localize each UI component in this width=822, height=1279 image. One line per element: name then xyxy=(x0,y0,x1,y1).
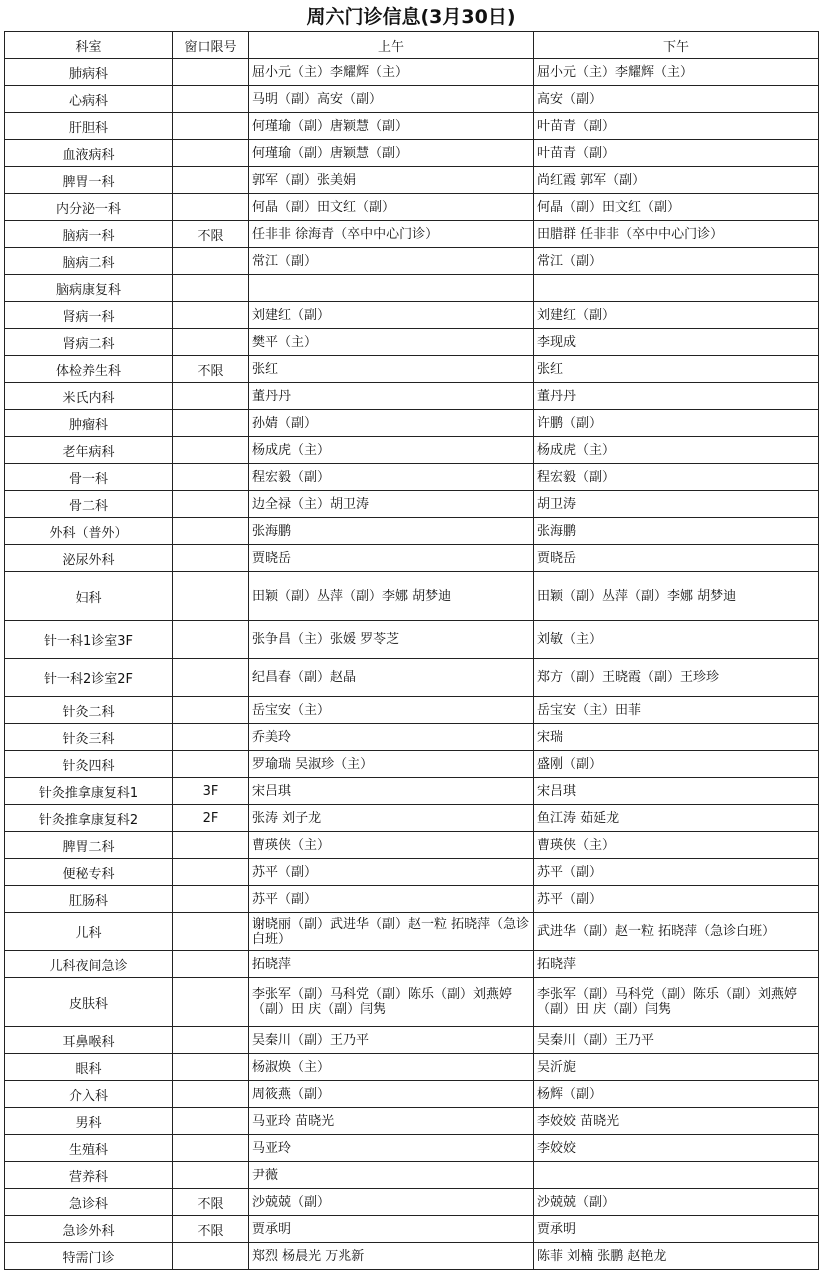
pm-cell xyxy=(534,1162,819,1189)
am-cell: 贾晓岳 xyxy=(249,545,534,572)
pm-cell: 刘建红（副） xyxy=(534,302,819,329)
limit-cell xyxy=(173,751,249,778)
limit-cell xyxy=(173,383,249,410)
pm-cell: 张红 xyxy=(534,356,819,383)
table-row xyxy=(5,167,819,194)
am-cell: 郭军（副）张美娟 xyxy=(249,167,534,194)
dept-cell: 外科（普外） xyxy=(5,518,173,545)
pm-cell: 尚红霞 郭军（副） xyxy=(534,167,819,194)
table-row xyxy=(5,1243,819,1270)
table-row xyxy=(5,778,819,805)
pm-cell: 贾承明 xyxy=(534,1216,819,1243)
table-row xyxy=(5,1081,819,1108)
dept-cell: 儿科 xyxy=(5,913,173,951)
limit-cell xyxy=(173,437,249,464)
pm-cell: 岳宝安（主）田菲 xyxy=(534,697,819,724)
limit-cell xyxy=(173,859,249,886)
limit-cell xyxy=(173,621,249,659)
table-row xyxy=(5,302,819,329)
am-cell: 苏平（副） xyxy=(249,886,534,913)
am-cell: 吴秦川（副）王乃平 xyxy=(249,1027,534,1054)
am-cell: 曹瑛侠（主） xyxy=(249,832,534,859)
am-cell: 刘建红（副） xyxy=(249,302,534,329)
table-row xyxy=(5,751,819,778)
dept-cell: 男科 xyxy=(5,1108,173,1135)
am-cell: 杨成虎（主） xyxy=(249,437,534,464)
limit-cell xyxy=(173,951,249,978)
am-cell: 拓晓萍 xyxy=(249,951,534,978)
table-row xyxy=(5,1027,819,1054)
table-row xyxy=(5,1189,819,1216)
table-row xyxy=(5,518,819,545)
table-row xyxy=(5,86,819,113)
dept-cell: 针灸四科 xyxy=(5,751,173,778)
limit-cell xyxy=(173,518,249,545)
pm-cell: 沙兢兢（副） xyxy=(534,1189,819,1216)
dept-cell: 针灸三科 xyxy=(5,724,173,751)
pm-cell: 陈菲 刘楠 张鹏 赵艳龙 xyxy=(534,1243,819,1270)
dept-cell: 肾病一科 xyxy=(5,302,173,329)
limit-cell xyxy=(173,167,249,194)
am-cell: 张海鹏 xyxy=(249,518,534,545)
pm-cell: 吴秦川（副）王乃平 xyxy=(534,1027,819,1054)
limit-cell xyxy=(173,275,249,302)
limit-cell xyxy=(173,248,249,275)
pm-cell: 贾晓岳 xyxy=(534,545,819,572)
table-row xyxy=(5,113,819,140)
am-cell: 屈小元（主）李耀辉（主） xyxy=(249,59,534,86)
pm-cell: 杨辉（副） xyxy=(534,1081,819,1108)
dept-cell: 老年病科 xyxy=(5,437,173,464)
header-limit: 窗口限号 xyxy=(173,32,249,59)
limit-cell: 不限 xyxy=(173,221,249,248)
am-cell xyxy=(249,275,534,302)
limit-cell: 2F xyxy=(173,805,249,832)
pm-cell: 李姣姣 苗晓光 xyxy=(534,1108,819,1135)
dept-cell: 营养科 xyxy=(5,1162,173,1189)
pm-cell: 吴沂旎 xyxy=(534,1054,819,1081)
table-row xyxy=(5,805,819,832)
limit-cell: 3F xyxy=(173,778,249,805)
dept-cell: 肾病二科 xyxy=(5,329,173,356)
dept-cell: 针灸推拿康复科1 xyxy=(5,778,173,805)
dept-cell: 针灸推拿康复科2 xyxy=(5,805,173,832)
pm-cell: 田腊群 任非非（卒中中心门诊） xyxy=(534,221,819,248)
table-row xyxy=(5,221,819,248)
pm-cell: 杨成虎（主） xyxy=(534,437,819,464)
header-dept: 科室 xyxy=(5,32,173,59)
am-cell: 罗瑜瑞 吴淑珍（主） xyxy=(249,751,534,778)
table-row xyxy=(5,913,819,951)
dept-cell: 肝胆科 xyxy=(5,113,173,140)
pm-cell: 宋吕琪 xyxy=(534,778,819,805)
dept-cell: 心病科 xyxy=(5,86,173,113)
am-cell: 何瑾瑜（副）唐颖慧（副） xyxy=(249,140,534,167)
table-row xyxy=(5,659,819,697)
pm-cell xyxy=(534,275,819,302)
am-cell: 马亚玲 xyxy=(249,1135,534,1162)
limit-cell xyxy=(173,1054,249,1081)
dept-cell: 针一科1诊室3F xyxy=(5,621,173,659)
dept-cell: 血液病科 xyxy=(5,140,173,167)
limit-cell xyxy=(173,697,249,724)
am-cell: 纪昌春（副）赵晶 xyxy=(249,659,534,697)
dept-cell: 生殖科 xyxy=(5,1135,173,1162)
limit-cell xyxy=(173,1108,249,1135)
pm-cell: 苏平（副） xyxy=(534,886,819,913)
dept-cell: 脾胃二科 xyxy=(5,832,173,859)
header-pm: 下午 xyxy=(534,32,819,59)
dept-cell: 针灸二科 xyxy=(5,697,173,724)
limit-cell xyxy=(173,1135,249,1162)
schedule-body xyxy=(5,59,819,1270)
dept-cell: 眼科 xyxy=(5,1054,173,1081)
limit-cell xyxy=(173,1081,249,1108)
table-row xyxy=(5,951,819,978)
dept-cell: 脑病二科 xyxy=(5,248,173,275)
pm-cell: 郑方（副）王晓霞（副）王珍珍 xyxy=(534,659,819,697)
pm-cell: 许鹏（副） xyxy=(534,410,819,437)
pm-cell: 刘敏（主） xyxy=(534,621,819,659)
pm-cell: 田颖（副）丛萍（副）李娜 胡梦迪 xyxy=(534,572,819,621)
dept-cell: 皮肤科 xyxy=(5,978,173,1027)
dept-cell: 急诊外科 xyxy=(5,1216,173,1243)
dept-cell: 肛肠科 xyxy=(5,886,173,913)
am-cell: 马亚玲 苗晓光 xyxy=(249,1108,534,1135)
dept-cell: 骨一科 xyxy=(5,464,173,491)
table-row xyxy=(5,1108,819,1135)
limit-cell xyxy=(173,491,249,518)
table-row xyxy=(5,621,819,659)
limit-cell xyxy=(173,86,249,113)
am-cell: 张涛 刘子龙 xyxy=(249,805,534,832)
dept-cell: 肺病科 xyxy=(5,59,173,86)
am-cell: 周筱燕（副） xyxy=(249,1081,534,1108)
table-row xyxy=(5,329,819,356)
pm-cell: 鱼江涛 茹延龙 xyxy=(534,805,819,832)
am-cell: 苏平（副） xyxy=(249,859,534,886)
am-cell: 张争昌（主）张媛 罗苓芝 xyxy=(249,621,534,659)
am-cell: 何瑾瑜（副）唐颖慧（副） xyxy=(249,113,534,140)
page-title: 周六门诊信息(3月30日) xyxy=(306,6,516,28)
am-cell: 宋吕琪 xyxy=(249,778,534,805)
table-row xyxy=(5,697,819,724)
pm-cell: 宋瑞 xyxy=(534,724,819,751)
dept-cell: 特需门诊 xyxy=(5,1243,173,1270)
dept-cell: 骨二科 xyxy=(5,491,173,518)
limit-cell xyxy=(173,140,249,167)
am-cell: 任非非 徐海青（卒中中心门诊） xyxy=(249,221,534,248)
pm-cell: 曹瑛侠（主） xyxy=(534,832,819,859)
am-cell: 尹薇 xyxy=(249,1162,534,1189)
am-cell: 乔美玲 xyxy=(249,724,534,751)
pm-cell: 何晶（副）田文红（副） xyxy=(534,194,819,221)
table-row xyxy=(5,491,819,518)
table-row xyxy=(5,275,819,302)
limit-cell xyxy=(173,886,249,913)
dept-cell: 米氏内科 xyxy=(5,383,173,410)
am-cell: 何晶（副）田文红（副） xyxy=(249,194,534,221)
table-row xyxy=(5,437,819,464)
dept-cell: 脑病一科 xyxy=(5,221,173,248)
dept-cell: 脑病康复科 xyxy=(5,275,173,302)
dept-cell: 泌尿外科 xyxy=(5,545,173,572)
schedule-table xyxy=(4,31,819,1270)
pm-cell: 屈小元（主）李耀辉（主） xyxy=(534,59,819,86)
pm-cell: 常江（副） xyxy=(534,248,819,275)
am-cell: 张红 xyxy=(249,356,534,383)
limit-cell xyxy=(173,113,249,140)
limit-cell xyxy=(173,978,249,1027)
am-cell: 沙兢兢（副） xyxy=(249,1189,534,1216)
dept-cell: 妇科 xyxy=(5,572,173,621)
am-cell: 董丹丹 xyxy=(249,383,534,410)
table-row xyxy=(5,410,819,437)
am-cell: 樊平（主） xyxy=(249,329,534,356)
header-am: 上午 xyxy=(249,32,534,59)
dept-cell: 介入科 xyxy=(5,1081,173,1108)
am-cell: 谢晓丽（副）武进华（副）赵一粒 拓晓萍（急诊白班） xyxy=(249,913,534,951)
pm-cell: 胡卫涛 xyxy=(534,491,819,518)
table-row xyxy=(5,194,819,221)
table-row xyxy=(5,832,819,859)
dept-cell: 儿科夜间急诊 xyxy=(5,951,173,978)
dept-cell: 肿瘤科 xyxy=(5,410,173,437)
header-row xyxy=(5,32,819,59)
table-row xyxy=(5,978,819,1027)
table-row xyxy=(5,1135,819,1162)
limit-cell xyxy=(173,1162,249,1189)
pm-cell: 董丹丹 xyxy=(534,383,819,410)
dept-cell: 内分泌一科 xyxy=(5,194,173,221)
pm-cell: 李张军（副）马科党（副）陈乐（副）刘燕婷（副）田 庆（副）闫隽 xyxy=(534,978,819,1027)
limit-cell xyxy=(173,724,249,751)
limit-cell xyxy=(173,302,249,329)
table-row xyxy=(5,886,819,913)
limit-cell: 不限 xyxy=(173,1216,249,1243)
table-row xyxy=(5,248,819,275)
am-cell: 马明（副）高安（副） xyxy=(249,86,534,113)
pm-cell: 程宏毅（副） xyxy=(534,464,819,491)
limit-cell: 不限 xyxy=(173,1189,249,1216)
am-cell: 李张军（副）马科党（副）陈乐（副）刘燕婷（副）田 庆（副）闫隽 xyxy=(249,978,534,1027)
table-row xyxy=(5,859,819,886)
dept-cell: 脾胃一科 xyxy=(5,167,173,194)
table-row xyxy=(5,1054,819,1081)
dept-cell: 针一科2诊室2F xyxy=(5,659,173,697)
limit-cell xyxy=(173,410,249,437)
am-cell: 岳宝安（主） xyxy=(249,697,534,724)
dept-cell: 体检养生科 xyxy=(5,356,173,383)
limit-cell xyxy=(173,659,249,697)
dept-cell: 耳鼻喉科 xyxy=(5,1027,173,1054)
table-row xyxy=(5,1162,819,1189)
am-cell: 程宏毅（副） xyxy=(249,464,534,491)
limit-cell: 不限 xyxy=(173,356,249,383)
am-cell: 常江（副） xyxy=(249,248,534,275)
table-row xyxy=(5,140,819,167)
pm-cell: 高安（副） xyxy=(534,86,819,113)
dept-cell: 急诊科 xyxy=(5,1189,173,1216)
pm-cell: 拓晓萍 xyxy=(534,951,819,978)
pm-cell: 李姣姣 xyxy=(534,1135,819,1162)
pm-cell: 盛刚（副） xyxy=(534,751,819,778)
limit-cell xyxy=(173,913,249,951)
am-cell: 杨淑焕（主） xyxy=(249,1054,534,1081)
limit-cell xyxy=(173,545,249,572)
limit-cell xyxy=(173,1243,249,1270)
limit-cell xyxy=(173,59,249,86)
limit-cell xyxy=(173,1027,249,1054)
table-row xyxy=(5,59,819,86)
limit-cell xyxy=(173,572,249,621)
limit-cell xyxy=(173,464,249,491)
pm-cell: 叶苗青（副） xyxy=(534,140,819,167)
table-row xyxy=(5,356,819,383)
limit-cell xyxy=(173,329,249,356)
table-row xyxy=(5,545,819,572)
dept-cell: 便秘专科 xyxy=(5,859,173,886)
table-row xyxy=(5,724,819,751)
am-cell: 孙婧（副） xyxy=(249,410,534,437)
pm-cell: 武进华（副）赵一粒 拓晓萍（急诊白班） xyxy=(534,913,819,951)
pm-cell: 李现成 xyxy=(534,329,819,356)
am-cell: 边全禄（主）胡卫涛 xyxy=(249,491,534,518)
pm-cell: 苏平（副） xyxy=(534,859,819,886)
am-cell: 田颖（副）丛萍（副）李娜 胡梦迪 xyxy=(249,572,534,621)
limit-cell xyxy=(173,194,249,221)
table-row xyxy=(5,1216,819,1243)
table-row xyxy=(5,464,819,491)
limit-cell xyxy=(173,832,249,859)
am-cell: 贾承明 xyxy=(249,1216,534,1243)
table-row xyxy=(5,383,819,410)
table-row xyxy=(5,572,819,621)
pm-cell: 张海鹏 xyxy=(534,518,819,545)
am-cell: 郑烈 杨晨光 万兆新 xyxy=(249,1243,534,1270)
pm-cell: 叶苗青（副） xyxy=(534,113,819,140)
